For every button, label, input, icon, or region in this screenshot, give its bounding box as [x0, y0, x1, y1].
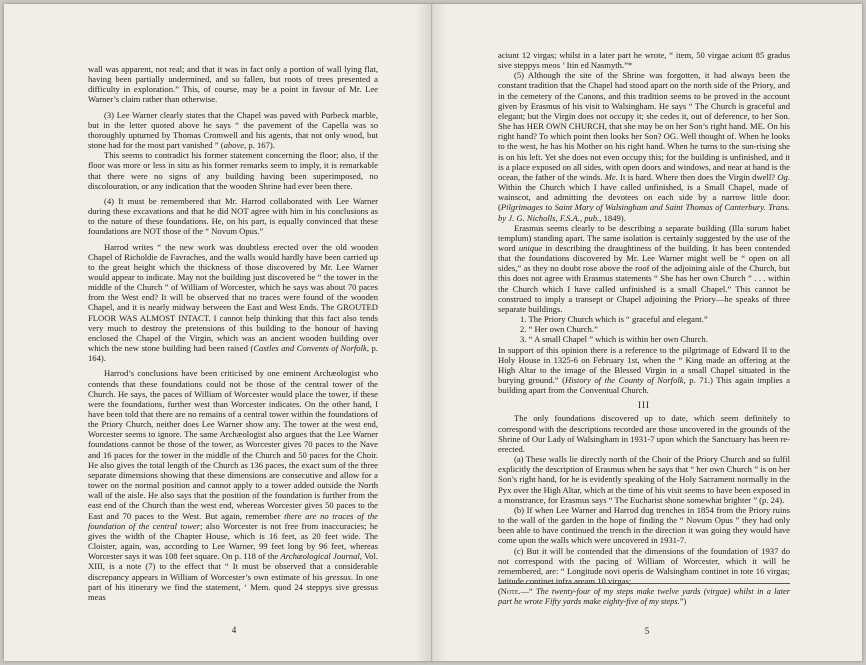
section-heading: III — [638, 400, 650, 411]
left-page-text — [88, 64, 378, 602]
page-number: 5 — [644, 626, 650, 636]
left-page — [4, 4, 432, 661]
paragraph: aciunt 12 virgas; whilst in a later part he wrote, “ item, 50 virgae aciunt 85 gradus sive steppys meos ’ Itin ed Nasmyth.”* — [498, 50, 790, 71]
list-item: 3. “ A small Chapel ” which is within her own Church. — [520, 334, 708, 345]
list-item: 1. The Priory Church which is “ graceful and elegant.” — [520, 314, 708, 325]
book-spread — [4, 4, 862, 661]
paragraph: The only foundations discovered up to date, which seem definitely to correspond with the descriptions recorded are those uncovered in the grounds of the Shrine of Our Lady of Walsingham in 1931-7 upon which the Sanctuary has been re-erected. — [498, 413, 790, 454]
footnote-rule — [498, 583, 790, 584]
paragraph: (c) But it will be contended that the dimensions of the foundation of 1937 do not correspond with the pacing of William of Worcester, which it will be remembered, are: “ Longitude novi operis de Walsingham continet in tote 16 virgas; latitude continet infra aream 10 virgas; — [498, 545, 790, 586]
paragraph: (b) If when Lee Warner and Harrod dug trenches in 1854 from the Priory ruins to the wall of the garden in the hope of finding the “ Novum Opus ” they had only been able to have continued the trench in the direction it was going they would have come upon the walls which were uncovered in 1931-7. — [498, 504, 790, 546]
paragraph: (5) Although the site of the Shrine was forgotten, it had always been the constant tradition that the Chapel had stood apart on the north side of the Priory, and in the cemetery of the Canons, and this tradition seems to be proved in the account given by Erasmus of his visit to Walsingham. He says “ The Church is graceful and elegant; but the Virgin does not occupy it; she cedes it, out of deference, to her Son. She has HER OWN CHURCH, that she may be on her Son’s right hand. ME. On his right hand? To which point then looks her Son? OG. Well thought of. When he looks to the west, he has his Mother on his right hand. When he turns to the sun-rising she is on his left. Yet she does not even occupy this; for the building is unfinished, and it is a place exposed on all sides, with open doors and windows, and near at hand is the ocean, the father of the winds. Me. It is hard. Where then does the Virgin dwell? Og. Within the Church which I have called unfinished, is a Small Chapel, made of wainscot, and admitting the devotees on each side by a narrow little door. (Pilgrimages to Saint Mary of Walsingham and Saint Thomas of Canterbury. Trans. by J. G. Nicholls, F.S.A., pub., 1849). — [498, 70, 790, 223]
paragraph: (a) These walls lie directly north of the Choir of the Priory Church and so fulfil explicitly the description of Erasmus when he says that “ her own Church ” is on her Son’s right hand, for he is evidently speaking of the Holy Sacrament normally in the Pyx over the High Altar, which at the time of his visit seems to have been exposed in a monstrance, for Erasmus says “ The Eucharist shone somewhat brighter ” (p. 24). — [498, 454, 790, 505]
paragraph: (4) It must be remembered that Mr. Harrod collaborated with Lee Warner during these excavations and that he did NOT agree with him in his conclusions as to the nature of these foundations. He, on his part, is equally convinced that these foundations are NOT those of the “ Novum Opus.” — [88, 195, 378, 237]
footnote: (Note.—“ The twenty-four of my steps make twelve yards (virgae) whilst in a later part he wrote Fifty yards make eighty-five of my steps.”) — [498, 587, 791, 606]
paragraph: Harrod writes “ the new work was doubtless erected over the old wooden Chapel of Richoldie de Favraches, and the walls would hardly have been carried up to the great height which the thickness of those discovered by Mr. Lee Warner would appear to indicate. May not the building just discovered be “ the tower in the middle of the Church ” of William of Worcester, which he says was about 70 paces from the West end? It will be observed that no traces were found of the wooden Chapel, and it is nearly midway between the East and West Ends. The GROUTED FLOOR WAS ALMOST INTACT. I cannot help thinking that this fact also tends very much to destroy the pretensions of this building to the honour of having enclosed the Chapel of the Virgin, which was an ancient wooden building over which the new stone building had been raised (Castles and Convents of Norfolk, p. 164). — [88, 241, 378, 364]
numbered-list — [498, 314, 790, 344]
paragraph: Harrod’s conclusions have been criticised by one eminent Archæologist who contends that these foundations could not be those of the central tower of the Church. He says, the paces of William of Worcester would place the tower, if these were the foundations, further west than Worcester indicates. On the other hand, I have been told that there are no remains of a central tower within the foundations of the Priory Church, neither does Lee Warner show any. The tower at the west end, Worcester seems to ignore. The same Archæologist also argues that the Lee Warner foundations cannot be those of the tower, as Worcester gives 70 paces to the Nave and 16 paces for the tower in the middle of the Church and 50 paces for the Choir. He also gives the total length of the Church as 136 paces, the exact sum of the three separate dimensions showing that these dimensions are consecutive and allow for a tower on the normal position and cannot apply to a tower added outside the North wall of the aisle. He also says that the position of the foundation is further from the east end of the Church than the west end, whereas Worcester gives 50 paces to the East and 70 paces to the West. But again, remember there are no traces of the foundation of the central tower; also Worcester is not free from inaccuracies; he gives the width of the Chapter House, which is 16 feet, as 20 feet wide. The Cloister, again, was, according to Lee Warner, 99 feet long by 96 feet, whereas Worcester says it was 108 feet square. On p. 118 of the Archæological Journal, Vol. XIII, is a note (7) to the effect that “ It must be observed that a considerable discrepancy appears in William of Worcester’s own estimate of his gressus. In one part of his itinerary we find the statement, ‘ Mem. quod 24 steppys sive gressus meas — [88, 368, 379, 602]
right-page-text — [498, 50, 790, 586]
page-number: 4 — [231, 625, 237, 635]
paragraph: In support of this opinion there is a reference to the pilgrimage of Edward II to the Holy House in 1325-6 on February 1st, when the “ King made an offering at the High Altar to the image of the Blessed Virgin in a small Chapel situated in the burying ground.” (History of the County of Norfolk, p. 71.) This again implies a building apart from the Conventual Church. — [498, 344, 790, 396]
right-page — [432, 4, 862, 661]
paragraph: Erasmus seems clearly to be describing a separate building (Illa surum habet templum) standing apart. The same isolation is certainly suggested by the use of the word unique in describing the draughtiness of the building. It has been contended that the foundations discovered by Mr. Lee Warner might well be “ open on all sides,” as they no doubt rose above the roof of the adjoining aisle of the Church, but this does not agree with Erasmus statements “ She has her own Church ” . . . within the Church which I have called unfinished is a small Chapel.” This cannot be construed to imply a transept or Chapel adjoining the Priory—he speaks of three separate buildings. — [498, 222, 791, 314]
paragraph: wall was apparent, not real; and that it was in fact only a portion of wall lying flat, having been partially undermined, and so fallen, but roots of trees presented a difficulty in exploration.” This, of course, may be a point in favour of Mr. Lee Warner’s claim rather than otherwise. — [88, 64, 378, 105]
list-item: 2. “ Her own Church.” — [520, 324, 598, 335]
paragraph: This seems to contradict his former statement concerning the floor; also, if the floor was more or less in situ as his former remarks seem to imply, it is remarkable that there were no signs of any building having been superimposed, no discolouration, or any indication that the wooden Shrine had ever been there. — [88, 150, 378, 191]
paragraph: (3) Lee Warner clearly states that the Chapel was paved with Purbeck marble, but in the letter quoted above he says “ the pavement of the Capella was so thoroughly upturned by Thomas Cromwell and his agents, that not only wood, but stone had for the most part vanished ” (above, p. 167). — [88, 109, 378, 151]
